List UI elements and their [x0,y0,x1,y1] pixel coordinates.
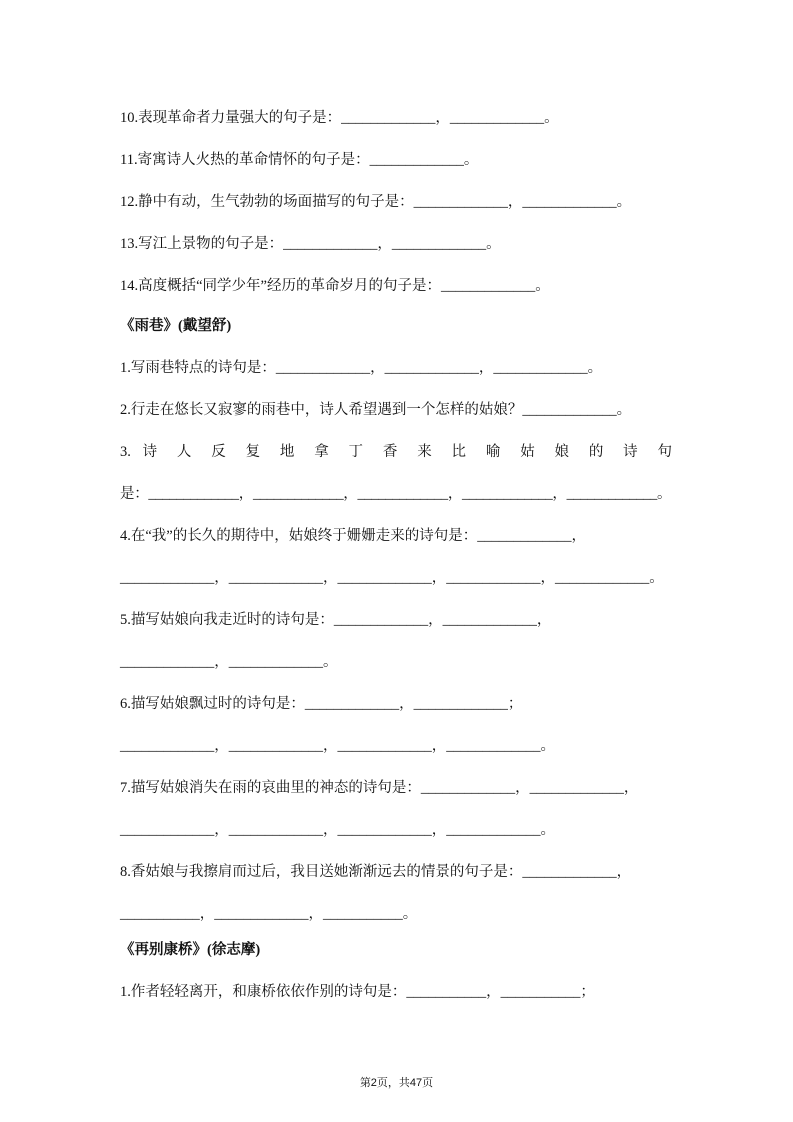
question-line: 13.写江上景物的句子是：_____________，_____________。 [120,236,501,252]
question-line: 1.作者轻轻离开，和康桥依依作别的诗句是：___________，___________； [120,984,595,1000]
question-line: 12.静中有动，生气勃勃的场面描写的句子是：_____________，_____________。 [120,194,632,210]
question-line: 6.描写姑娘飘过时的诗句是：_____________，_____________； [120,696,523,712]
question-line: 14.高度概括“同学少年”经历的革命岁月的句子是：_____________。 [120,278,550,294]
section-heading-yuxiang: 《雨巷》(戴望舒) [120,318,232,334]
answer-line: _____________，_____________。 [120,654,338,670]
question-line: 3. 诗 人 反 复 地 拿 丁 香 来 比 喻 姑 娘 的 诗 句 [120,444,672,460]
question-line: 2.行走在悠长又寂寥的雨巷中，诗人希望遇到一个怎样的姑娘？_____________。 [120,402,632,418]
question-line: 8.香姑娘与我擦肩而过后，我目送她渐渐远去的情景的句子是：_____________， [120,864,632,880]
answer-line: ___________，_____________，___________。 [120,906,418,922]
question-line: 11.寄寓诗人火热的革命情怀的句子是：_____________。 [120,152,479,168]
section-heading-zaibiekangqiao: 《再别康桥》(徐志摩) [120,942,261,958]
answer-line: 是：_____________，_____________，_____________，_____________，_____________。 [120,486,672,502]
answer-line: _____________，_____________，_____________，_____________，_____________。 [120,570,664,586]
answer-line: _____________，_____________，_____________，_____________。 [120,738,555,754]
page-footer: 第2页，共47页 [359,1077,434,1089]
question-line: 5.描写姑娘向我走近时的诗句是：_____________，_____________， [120,612,552,628]
answer-line: _____________，_____________，_____________，_____________。 [120,822,555,838]
question-line: 1.写雨巷特点的诗句是：_____________，_____________，_____________。 [120,360,603,376]
question-line: 4.在“我”的长久的期待中，姑娘终于姗姗走来的诗句是：_____________， [120,528,586,544]
question-line: 10.表现革命者力量强大的句子是：_____________，_____________。 [120,110,559,126]
question-line: 7.描写姑娘消失在雨的哀曲里的神态的诗句是：_____________，_____________， [120,780,639,796]
